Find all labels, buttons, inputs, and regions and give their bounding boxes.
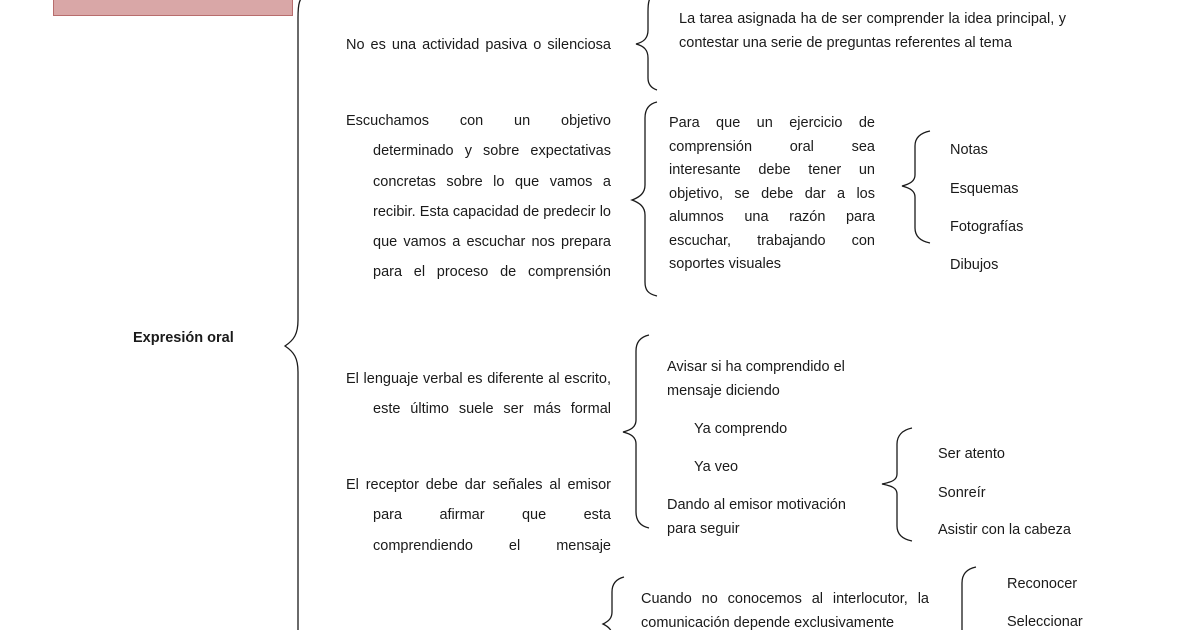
brace-1 [636, 0, 657, 90]
gesture-cabeza: Asistir con la cabeza [938, 522, 1071, 538]
branch-1-text: La tarea asignada ha de ser comprender la idea principal, y contestar una serie de preguntas referentes al tema [679, 11, 1066, 51]
support-esquemas: Esquemas [950, 181, 1019, 197]
support-dibujos: Dibujos [950, 257, 999, 273]
phrase-ya-comprendo: Ya comprendo [694, 421, 788, 437]
gesture-sonreir: Sonreír [938, 485, 986, 501]
brace-2 [632, 102, 657, 296]
left-item-3: El lenguaje verbal es diferente al escrito, este último suele ser más formal [346, 371, 611, 418]
left-item-2: Escuchamos con un objetivo determinado y sobre expectativas concretas sobre lo que vamos a recibir. Esta capacidad de predecir lo que vamos a escuchar nos prepara para el proceso de comprensión [346, 113, 611, 281]
action-seleccionar: Seleccionar [1007, 614, 1083, 630]
left-item-4: El receptor debe dar señales al emisor para afirmar que esta comprendiendo el mensaje [346, 477, 611, 554]
branch-4-intro: Avisar si ha comprendido el mensaje diciendo [667, 359, 845, 399]
brace-5 [603, 577, 624, 630]
brace-4 [623, 335, 649, 528]
branch-4-motivation: Dando al emisor motivación para seguir [667, 497, 846, 537]
support-notas: Notas [950, 142, 988, 158]
root-label: Expresión oral [133, 330, 234, 346]
brace-supports [902, 131, 930, 243]
branch-5-text: Cuando no conocemos al interlocutor, la comunicación depende exclusivamente [641, 591, 929, 631]
main-brace [285, 0, 310, 630]
phrase-ya-veo: Ya veo [694, 459, 739, 475]
brace-actions [962, 567, 976, 630]
support-fotografias: Fotografías [950, 219, 1024, 235]
gesture-atento: Ser atento [938, 446, 1005, 462]
branch-2-text: Para que un ejercicio de comprensión oral sea interesante debe tener un objetivo, se debe dar a los alumnos una razón para escuchar, trabajando con soportes visuales [669, 115, 875, 272]
left-item-1: No es una actividad pasiva o silenciosa [346, 37, 611, 53]
brace-gestures [882, 428, 912, 541]
action-reconocer: Reconocer [1007, 576, 1078, 592]
